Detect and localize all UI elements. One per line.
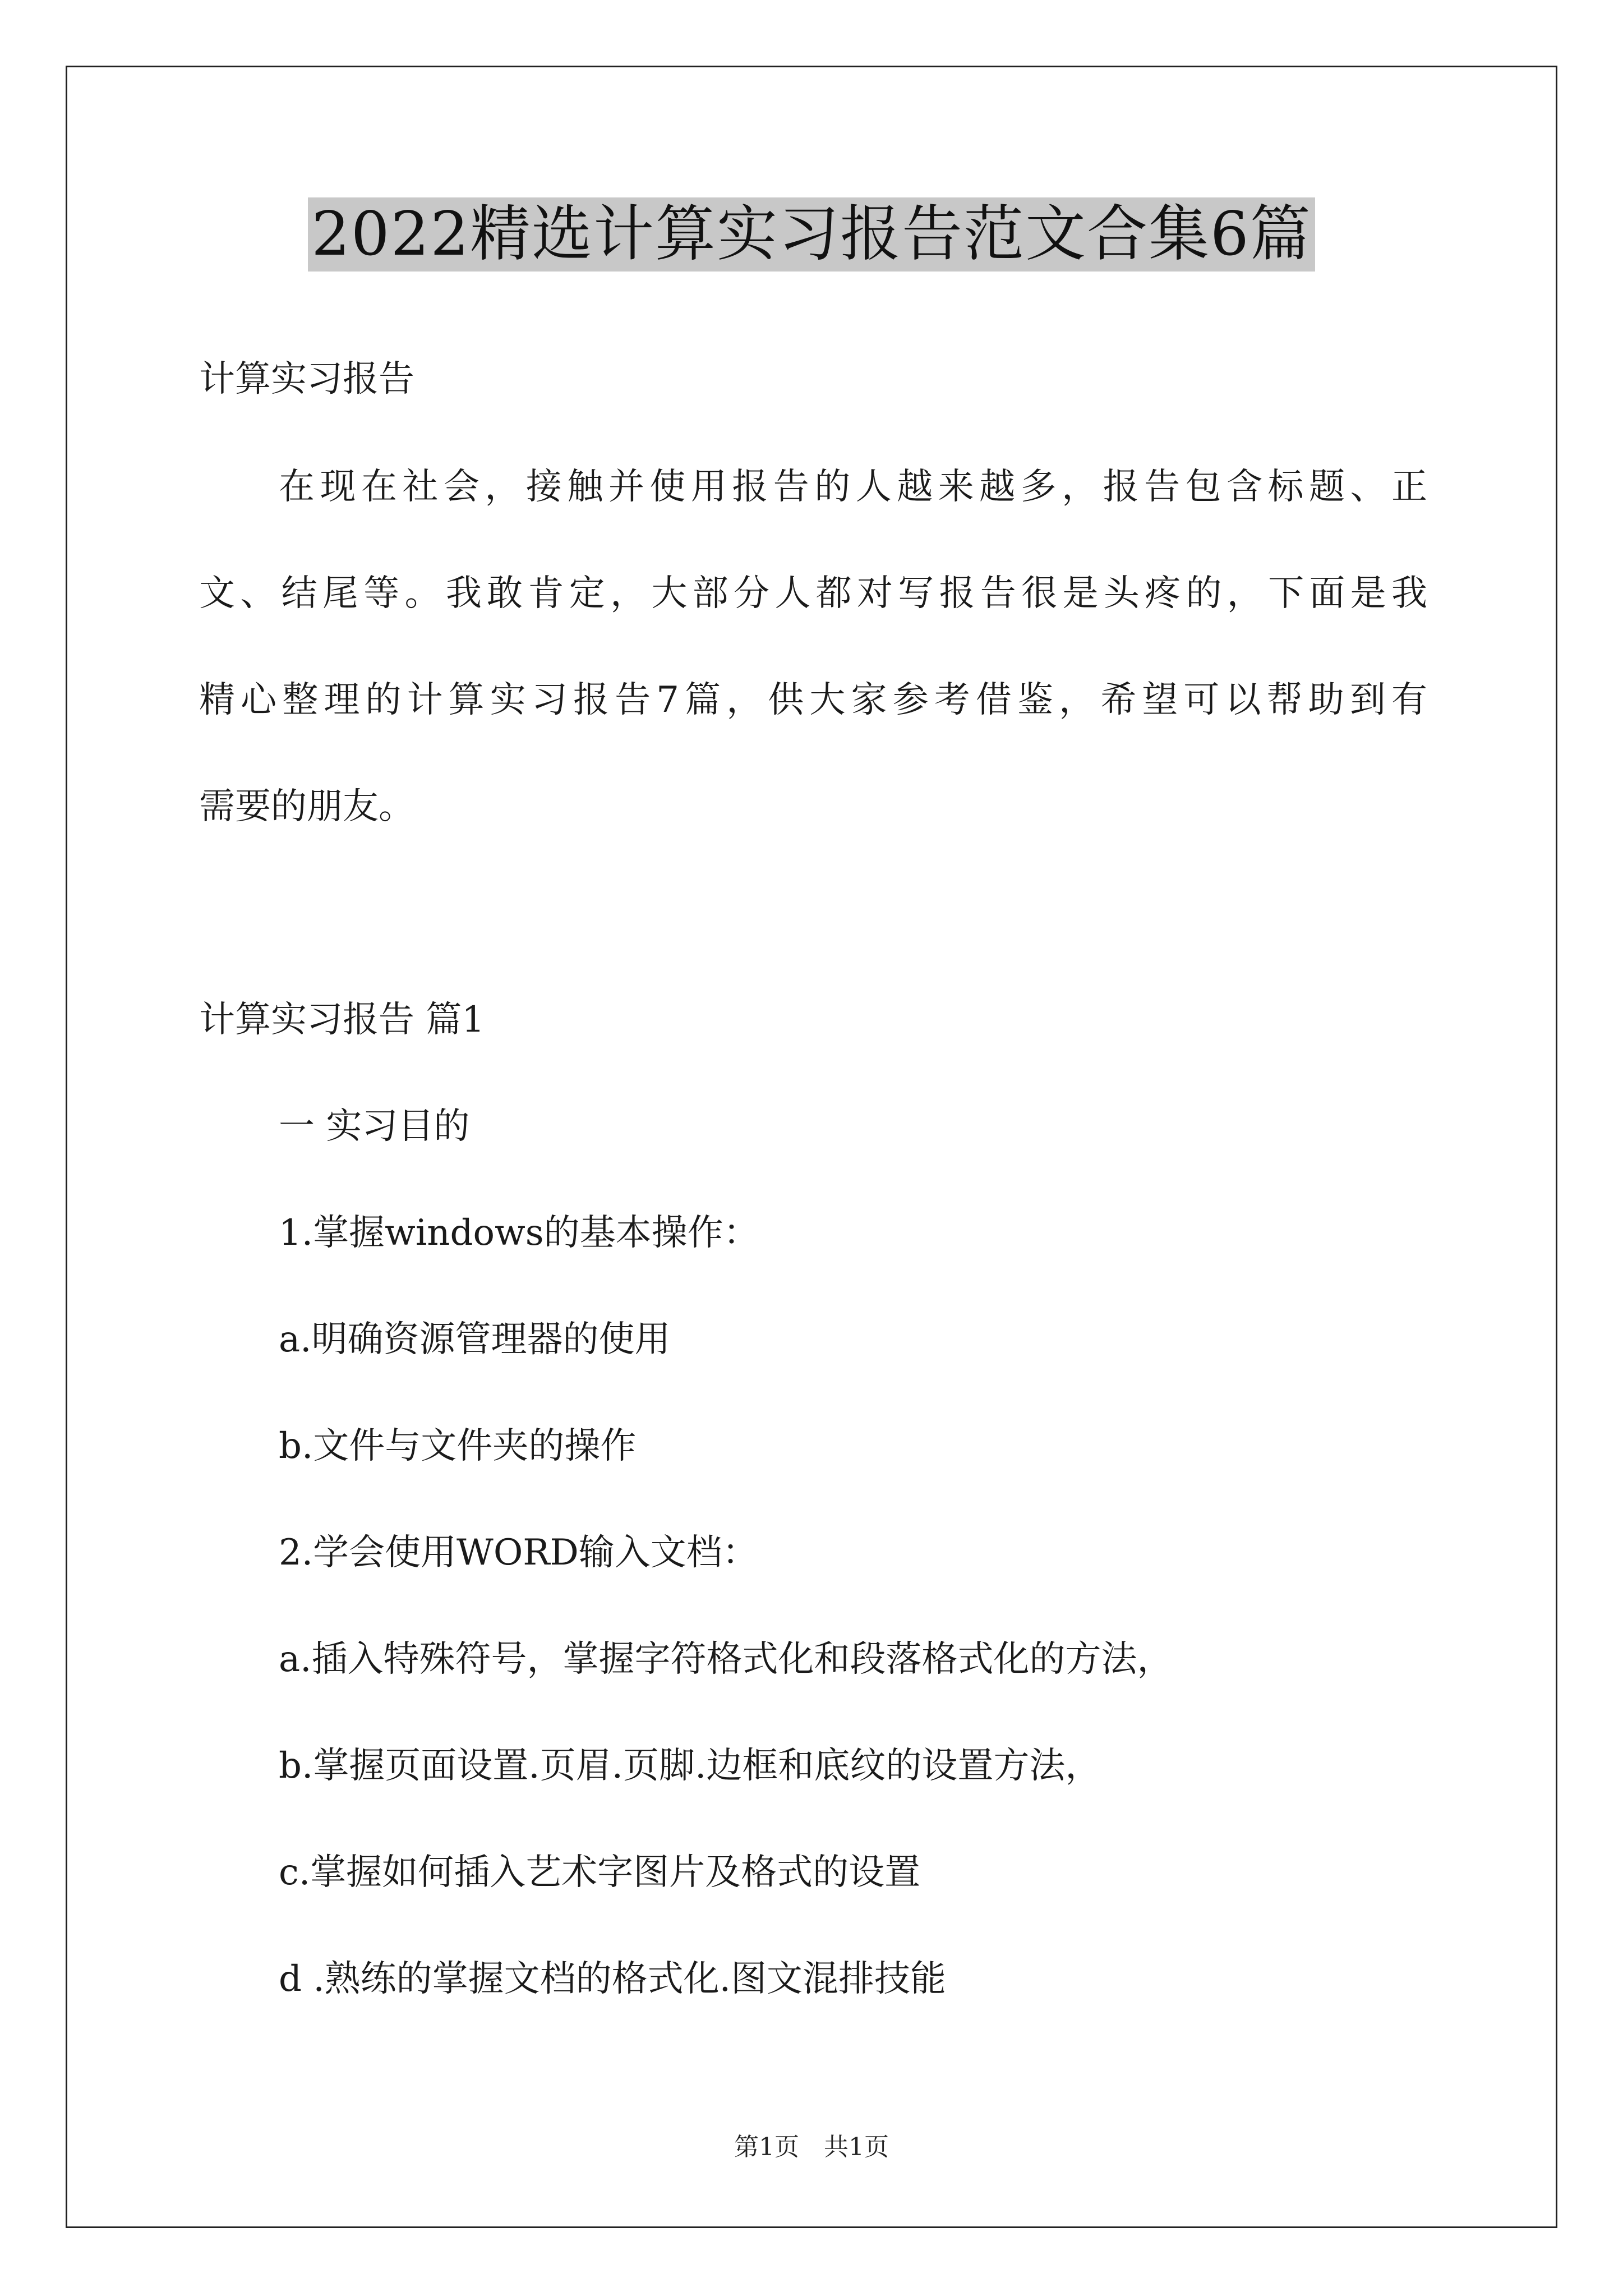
list-item: b.文件与文件夹的操作 <box>279 1425 637 1467</box>
list-item: d .熟练的掌握文档的格式化.图文混排技能 <box>279 1958 946 2000</box>
section-heading: 计算实习报告 篇1 <box>199 999 485 1041</box>
title-container <box>0 197 1623 272</box>
list-item: c.掌握如何插入艺术字图片及格式的设置 <box>279 1852 921 1893</box>
list-item: 2.学会使用WORD输入文档： <box>279 1532 758 1573</box>
list-item: a.明确资源管理器的使用 <box>279 1319 671 1360</box>
intro-heading: 计算实习报告 <box>199 358 414 400</box>
document-title: 2022精选计算实习报告范文合集6篇 <box>308 197 1315 272</box>
list-item: b.掌握页面设置.页眉.页脚.边框和底纹的设置方法， <box>279 1745 1101 1787</box>
list-item: 一 实习目的 <box>279 1106 470 1147</box>
intro-paragraph-line-1: 在现在社会，接触并使用报告的人越来越多，报告包含标题、正 <box>279 466 1427 508</box>
intro-paragraph-line-2: 文、结尾等。我敢肯定，大部分人都对写报告很是头疼的，下面是我 <box>199 573 1427 614</box>
page-footer: 第1页 共1页 <box>734 2133 889 2161</box>
intro-paragraph-line-4: 需要的朋友。 <box>199 786 414 827</box>
list-item: 1.掌握windows的基本操作： <box>279 1212 759 1254</box>
intro-paragraph-line-3: 精心整理的计算实习报告7篇，供大家参考借鉴，希望可以帮助到有 <box>199 679 1427 721</box>
list-item: a.插入特殊符号，掌握字符格式化和段落格式化的方法， <box>279 1639 1173 1680</box>
